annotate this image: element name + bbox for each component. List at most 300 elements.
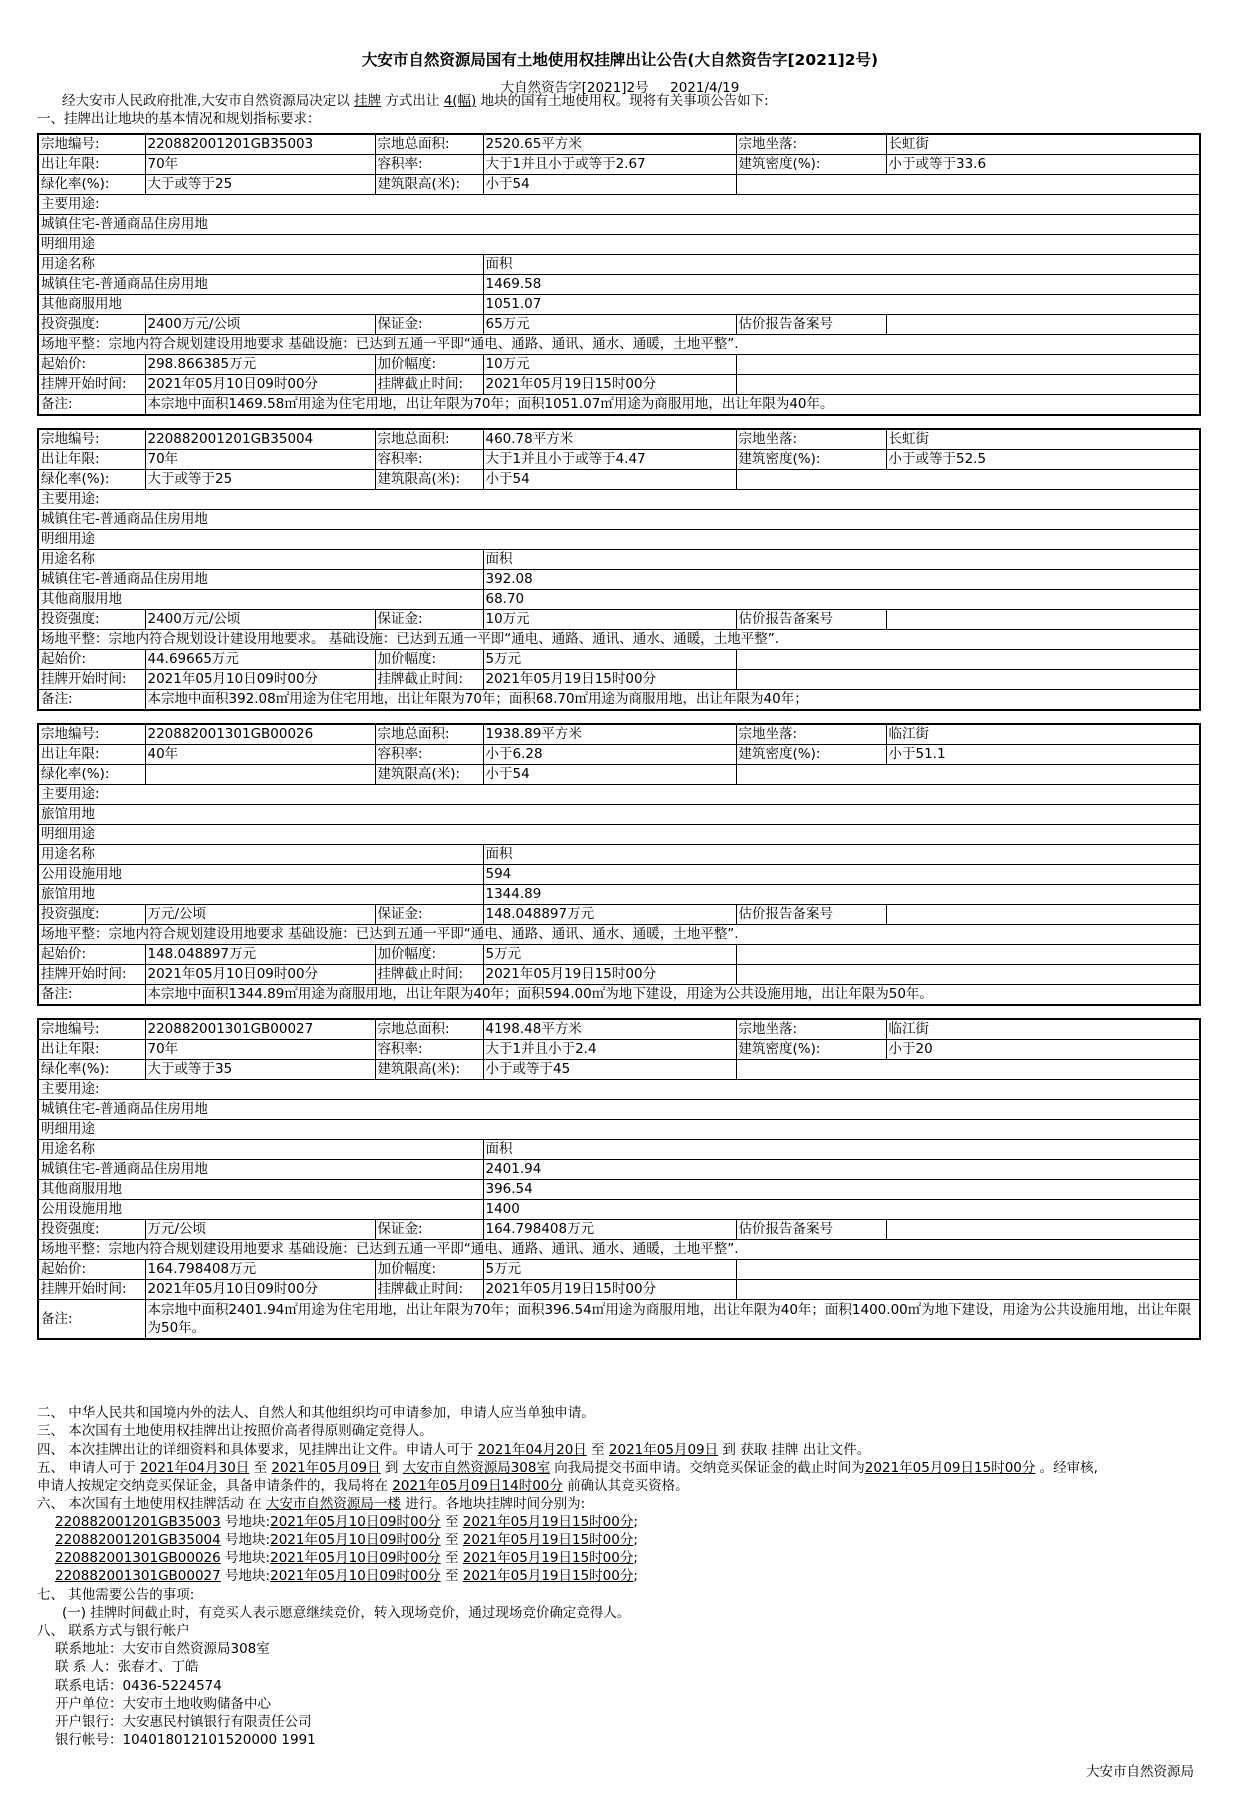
label-cell: 面积 xyxy=(483,550,1200,570)
empty-cell xyxy=(736,765,1200,785)
table-row xyxy=(38,215,1200,235)
parcel-increment: 5万元 xyxy=(483,650,736,670)
parcel-site-condition: 场地平整：宗地内符合规划设计建设用地要求。 基础设施：已达到五通一平即“通电、通路、通讯、通水、通暖，土地平整”. xyxy=(38,630,1200,650)
parcel-increment: 5万元 xyxy=(483,945,736,965)
label-cell: 挂牌截止时间: xyxy=(375,670,483,690)
label-cell: 宗地总面积: xyxy=(375,429,483,450)
s6-tail: 进行。各地块挂牌时间分别为: xyxy=(405,1496,586,1512)
use-name: 其他商服用地 xyxy=(38,590,483,610)
s4-to: 至 xyxy=(591,1442,605,1458)
parcel-deposit: 65万元 xyxy=(483,315,736,335)
table-row xyxy=(38,315,1200,335)
parcel-deposit: 10万元 xyxy=(483,610,736,630)
use-area: 68.70 xyxy=(483,590,1200,610)
use-area: 1400 xyxy=(483,1200,1200,1220)
use-name: 其他商服用地 xyxy=(38,295,483,315)
parcel-end-time: 2021年05月19日15时00分 xyxy=(483,375,736,395)
label-cell: 投资强度: xyxy=(38,315,145,335)
parcel-site-condition: 场地平整：宗地内符合规划建设用地要求 基础设施：已达到五通一平即“通电、通路、通讯、通水、通暖，土地平整”. xyxy=(38,925,1200,945)
table-row xyxy=(38,175,1200,195)
parcel-green xyxy=(145,765,375,785)
label-cell: 挂牌开始时间: xyxy=(38,670,145,690)
label-cell: 建筑密度(%): xyxy=(736,745,886,765)
parcel-far: 小于6.28 xyxy=(483,745,736,765)
schedule-end: 2021年05月19日15时00分 xyxy=(462,1568,634,1584)
parcel-area: 1938.89平方米 xyxy=(483,724,736,745)
parcel-area: 2520.65平方米 xyxy=(483,134,736,155)
table-row xyxy=(38,1120,1200,1140)
table-row xyxy=(38,1019,1200,1040)
s5-at: 到 xyxy=(384,1460,399,1476)
table-row xyxy=(38,925,1200,945)
label-cell: 宗地编号: xyxy=(38,1019,145,1040)
contact-bank: 开户银行：大安惠民村镇银行有限责任公司 xyxy=(55,1714,312,1730)
intro-count: 4(幅) xyxy=(443,93,477,109)
label-cell: 保证金: xyxy=(375,905,483,925)
parcel-increment: 5万元 xyxy=(483,1260,736,1280)
label-cell: 明细用途 xyxy=(38,825,1200,845)
empty-cell xyxy=(736,470,1200,490)
s5-confirm-time: 2021年05月09日14时00分 xyxy=(392,1478,563,1494)
schedule-start: 2021年05月10日09时00分 xyxy=(270,1532,441,1548)
s5-date-2: 2021年05月09日 xyxy=(271,1460,381,1476)
parcel-density: 小于或等于33.6 xyxy=(886,155,1200,175)
label-cell: 宗地坐落: xyxy=(736,429,886,450)
parcel-far: 大于1并且小于或等于2.67 xyxy=(483,155,736,175)
empty-cell xyxy=(736,945,1200,965)
label-cell: 投资强度: xyxy=(38,1220,145,1240)
label-cell: 明细用途 xyxy=(38,530,1200,550)
parcel-main-use: 城镇住宅-普通商品住房用地 xyxy=(38,510,1200,530)
s5-text-2: 向我局提交书面申请。交纳竞买保证金的截止时间为 xyxy=(554,1460,865,1476)
empty-cell xyxy=(736,965,1200,985)
table-row xyxy=(38,905,1200,925)
schedule-end: 2021年05月19日15时00分 xyxy=(462,1514,634,1530)
parcel-main-use: 城镇住宅-普通商品住房用地 xyxy=(38,1100,1200,1120)
label-cell: 建筑密度(%): xyxy=(736,450,886,470)
label-cell: 加价幅度: xyxy=(375,1260,483,1280)
schedule-item xyxy=(55,1531,638,1549)
parcel-table xyxy=(37,428,1201,711)
table-row xyxy=(38,395,1200,416)
parcel-start-time: 2021年05月10日09时00分 xyxy=(145,670,375,690)
label-cell: 备注: xyxy=(38,690,145,711)
parcel-invest: 万元/公顷 xyxy=(145,905,375,925)
parcel-term: 40年 xyxy=(145,745,375,765)
parcel-start-price: 298.866385万元 xyxy=(145,355,375,375)
s5-deadline: 2021年05月09日15时00分 xyxy=(864,1460,1036,1476)
label-cell: 绿化率(%): xyxy=(38,1060,145,1080)
table-row xyxy=(38,1160,1200,1180)
use-area: 1344.89 xyxy=(483,885,1200,905)
page-title: 大安市自然资源局国有土地使用权挂牌出让公告(大自然资告字[2021]2号) xyxy=(361,51,879,69)
parcel-site-condition: 场地平整：宗地内符合规划建设用地要求 基础设施：已达到五通一平即“通电、通路、通讯、通水、通暖，土地平整”. xyxy=(38,335,1200,355)
parcel-no: 220882001301GB00026 xyxy=(145,724,375,745)
section-7-item-1: (一) 挂牌时间截止时，有竞买人表示愿意继续竞价，转入现场竞价，通过现场竞价确定竞得人。 xyxy=(62,1605,631,1621)
table-row xyxy=(38,825,1200,845)
parcel-no: 220882001201GB35003 xyxy=(145,134,375,155)
use-area: 392.08 xyxy=(483,570,1200,590)
label-cell: 起始价: xyxy=(38,1260,145,1280)
parcel-area: 460.78平方米 xyxy=(483,429,736,450)
parcel-deposit: 148.048897万元 xyxy=(483,905,736,925)
section-5 xyxy=(37,1459,1098,1477)
intro-text-2: 方式出让 xyxy=(385,93,440,109)
section-4 xyxy=(37,1441,870,1459)
label-cell: 估价报告备案号 xyxy=(736,315,886,335)
parcel-far: 大于1并且小于或等于4.47 xyxy=(483,450,736,470)
table-row xyxy=(38,1040,1200,1060)
use-name: 其他商服用地 xyxy=(38,1180,483,1200)
label-cell: 建筑限高(米): xyxy=(375,470,483,490)
label-cell: 出让年限: xyxy=(38,1040,145,1060)
parcel-green: 大于或等于35 xyxy=(145,1060,375,1080)
empty-cell xyxy=(736,1280,1200,1300)
schedule-to: 至 xyxy=(444,1532,459,1548)
parcel-no: 220882001201GB35004 xyxy=(145,429,375,450)
schedule-start: 2021年05月10日09时00分 xyxy=(270,1514,441,1530)
s4-date-2: 2021年05月09日 xyxy=(608,1442,719,1458)
label-cell: 宗地总面积: xyxy=(375,1019,483,1040)
table-row xyxy=(38,865,1200,885)
parcel-start-time: 2021年05月10日09时00分 xyxy=(145,375,375,395)
table-row xyxy=(38,1080,1200,1100)
parcel-remark: 本宗地中面积1469.58㎡用途为住宅用地，出让年限为70年；面积1051.07㎡用途为商服用地，出让年限为40年。 xyxy=(145,395,1200,416)
s5-to: 至 xyxy=(253,1460,268,1476)
label-cell: 挂牌截止时间: xyxy=(375,1280,483,1300)
parcel-term: 70年 xyxy=(145,1040,375,1060)
schedule-parcel-no: 220882001201GB35003 xyxy=(55,1514,221,1530)
parcel-start-price: 164.798408万元 xyxy=(145,1260,375,1280)
table-row xyxy=(38,965,1200,985)
label-cell: 备注: xyxy=(38,1300,145,1340)
table-row xyxy=(38,550,1200,570)
label-cell: 投资强度: xyxy=(38,905,145,925)
label-cell: 出让年限: xyxy=(38,155,145,175)
contact-address: 联系地址：大安市自然资源局308室 xyxy=(55,1641,270,1657)
schedule-parcel-no: 220882001301GB00027 xyxy=(55,1568,221,1584)
table-row xyxy=(38,590,1200,610)
intro-text-3: 地块的国有土地使用权。现将有关事项公告如下: xyxy=(480,93,769,109)
label-cell: 面积 xyxy=(483,255,1200,275)
label-cell: 宗地坐落: xyxy=(736,134,886,155)
table-row xyxy=(38,375,1200,395)
s5-line2-tail: 前确认其竞买资格。 xyxy=(567,1478,689,1494)
s5-line2-text: 申请人按规定交纳竞买保证金，具备申请条件的，我局将在 xyxy=(37,1478,388,1494)
parcel-location: 临江街 xyxy=(886,724,1200,745)
parcel-green: 大于或等于25 xyxy=(145,470,375,490)
empty-cell xyxy=(886,1220,1200,1240)
label-cell: 出让年限: xyxy=(38,745,145,765)
label-cell: 明细用途 xyxy=(38,235,1200,255)
label-cell: 建筑限高(米): xyxy=(375,765,483,785)
schedule-item xyxy=(55,1513,638,1531)
label-cell: 建筑密度(%): xyxy=(736,155,886,175)
parcel-location: 临江街 xyxy=(886,1019,1200,1040)
parcel-start-price: 148.048897万元 xyxy=(145,945,375,965)
table-row xyxy=(38,510,1200,530)
table-row xyxy=(38,134,1200,155)
label-cell: 宗地总面积: xyxy=(375,724,483,745)
parcel-term: 70年 xyxy=(145,450,375,470)
label-cell: 建筑限高(米): xyxy=(375,175,483,195)
label-cell: 估价报告备案号 xyxy=(736,905,886,925)
table-row xyxy=(38,945,1200,965)
schedule-punct: ; xyxy=(633,1514,638,1530)
table-row xyxy=(38,610,1200,630)
s5-text-3: 。经审核, xyxy=(1039,1460,1098,1476)
use-area: 1469.58 xyxy=(483,275,1200,295)
label-cell: 保证金: xyxy=(375,610,483,630)
label-cell: 挂牌开始时间: xyxy=(38,965,145,985)
schedule-to: 至 xyxy=(444,1568,459,1584)
schedule-to: 至 xyxy=(444,1550,459,1566)
table-row xyxy=(38,724,1200,745)
label-cell: 宗地总面积: xyxy=(375,134,483,155)
section-8: 八、 联系方式与银行帐户 xyxy=(37,1623,190,1639)
empty-cell xyxy=(736,375,1200,395)
schedule-punct: ; xyxy=(633,1550,638,1566)
doc-date: 2021/4/19 xyxy=(670,80,740,96)
schedule-suffix: 号地块: xyxy=(225,1568,271,1584)
table-row xyxy=(38,335,1200,355)
schedule-suffix: 号地块: xyxy=(225,1550,271,1566)
intro-method: 挂牌 xyxy=(354,93,382,109)
table-row xyxy=(38,450,1200,470)
schedule-item xyxy=(55,1567,638,1585)
parcel-start-time: 2021年05月10日09时00分 xyxy=(145,1280,375,1300)
schedule-punct: ; xyxy=(633,1532,638,1548)
schedule-punct: ; xyxy=(633,1568,638,1584)
use-name: 城镇住宅-普通商品住房用地 xyxy=(38,570,483,590)
label-cell: 加价幅度: xyxy=(375,355,483,375)
parcel-green: 大于或等于25 xyxy=(145,175,375,195)
parcel-density: 小于20 xyxy=(886,1040,1200,1060)
parcel-no: 220882001301GB00027 xyxy=(145,1019,375,1040)
table-row xyxy=(38,195,1200,215)
label-cell: 起始价: xyxy=(38,650,145,670)
section-6 xyxy=(37,1495,585,1513)
section-1-heading: 一、挂牌出让地块的基本情况和规划指标要求： xyxy=(37,111,321,127)
table-row xyxy=(38,275,1200,295)
parcel-remark: 本宗地中面积2401.94㎡用途为住宅用地，出让年限为70年；面积396.54㎡用途为商服用地，出让年限为40年；面积1400.00㎡为地下建设，用途为公共设施用地，出让年限为50年。 xyxy=(145,1300,1200,1340)
parcel-density: 小于51.1 xyxy=(886,745,1200,765)
label-cell: 面积 xyxy=(483,1140,1200,1160)
empty-cell xyxy=(736,670,1200,690)
contact-person: 联 系 人：张春才、丁皓 xyxy=(55,1659,199,1675)
parcel-location: 长虹街 xyxy=(886,134,1200,155)
table-row xyxy=(38,745,1200,765)
section-3: 三、 本次国有土地使用权挂牌出让按照价高者得原则确定竞得人。 xyxy=(37,1423,433,1439)
parcel-table xyxy=(37,1018,1201,1340)
label-cell: 宗地编号: xyxy=(38,724,145,745)
table-row xyxy=(38,355,1200,375)
label-cell: 绿化率(%): xyxy=(38,470,145,490)
label-cell: 出让年限: xyxy=(38,450,145,470)
parcel-invest: 2400万元/公顷 xyxy=(145,610,375,630)
label-cell: 建筑密度(%): xyxy=(736,1040,886,1060)
label-cell: 容积率: xyxy=(375,745,483,765)
schedule-item xyxy=(55,1549,638,1567)
s4-date-1: 2021年04月20日 xyxy=(477,1442,587,1458)
parcel-remark: 本宗地中面积1344.89㎡用途为商服用地，出让年限为40年；面积594.00㎡为地下建设，用途为公共设施用地，出让年限为50年。 xyxy=(145,985,1200,1006)
table-row xyxy=(38,255,1200,275)
label-cell: 加价幅度: xyxy=(375,945,483,965)
parcel-invest: 2400万元/公顷 xyxy=(145,315,375,335)
schedule-parcel-no: 220882001201GB35004 xyxy=(55,1532,221,1548)
table-row xyxy=(38,1300,1200,1340)
section-5-line-2 xyxy=(37,1477,689,1495)
contact-account: 银行帐号：104018012101520000 1991 xyxy=(55,1732,316,1748)
empty-cell xyxy=(736,1060,1200,1080)
parcel-height: 小于54 xyxy=(483,175,736,195)
use-name: 公用设施用地 xyxy=(38,1200,483,1220)
table-row xyxy=(38,690,1200,711)
table-row xyxy=(38,530,1200,550)
intro-paragraph xyxy=(62,92,769,110)
table-row xyxy=(38,295,1200,315)
label-cell: 挂牌开始时间: xyxy=(38,375,145,395)
doc-number: 大自然资告字[2021]2号 xyxy=(500,80,649,96)
intro-text-1: 经大安市人民政府批准,大安市自然资源局决定以 xyxy=(62,93,350,109)
label-cell: 挂牌开始时间: xyxy=(38,1280,145,1300)
table-row xyxy=(38,630,1200,650)
table-row xyxy=(38,235,1200,255)
contact-unit: 开户单位：大安市土地收购储备中心 xyxy=(55,1696,271,1712)
table-row xyxy=(38,765,1200,785)
parcel-table xyxy=(37,133,1201,416)
label-cell: 宗地编号: xyxy=(38,429,145,450)
label-cell: 容积率: xyxy=(375,450,483,470)
parcel-location: 长虹街 xyxy=(886,429,1200,450)
table-row xyxy=(38,885,1200,905)
table-row xyxy=(38,1260,1200,1280)
label-cell: 加价幅度: xyxy=(375,650,483,670)
label-cell: 用途名称 xyxy=(38,1140,483,1160)
parcel-end-time: 2021年05月19日15时00分 xyxy=(483,965,736,985)
parcel-deposit: 164.798408万元 xyxy=(483,1220,736,1240)
label-cell: 挂牌截止时间: xyxy=(375,375,483,395)
label-cell: 用途名称 xyxy=(38,255,483,275)
section-7: 七、 其他需要公告的事项: xyxy=(37,1587,195,1603)
label-cell: 主要用途: xyxy=(38,195,1200,215)
use-name: 城镇住宅-普通商品住房用地 xyxy=(38,275,483,295)
table-row xyxy=(38,785,1200,805)
label-cell: 主要用途: xyxy=(38,785,1200,805)
table-row xyxy=(38,1060,1200,1080)
label-cell: 保证金: xyxy=(375,315,483,335)
table-row xyxy=(38,650,1200,670)
empty-cell xyxy=(736,175,1200,195)
parcel-height: 小于或等于45 xyxy=(483,1060,736,1080)
schedule-end: 2021年05月19日15时00分 xyxy=(462,1550,634,1566)
label-cell: 用途名称 xyxy=(38,550,483,570)
table-row xyxy=(38,429,1200,450)
label-cell: 主要用途: xyxy=(38,1080,1200,1100)
empty-cell xyxy=(736,355,1200,375)
label-cell: 保证金: xyxy=(375,1220,483,1240)
table-row xyxy=(38,670,1200,690)
s6-place: 大安市自然资源局一楼 xyxy=(265,1496,401,1512)
label-cell: 起始价: xyxy=(38,945,145,965)
label-cell: 备注: xyxy=(38,985,145,1006)
empty-cell xyxy=(736,1260,1200,1280)
table-row xyxy=(38,570,1200,590)
label-cell: 宗地坐落: xyxy=(736,1019,886,1040)
table-row xyxy=(38,490,1200,510)
label-cell: 容积率: xyxy=(375,1040,483,1060)
schedule-start: 2021年05月10日09时00分 xyxy=(270,1568,441,1584)
use-area: 1051.07 xyxy=(483,295,1200,315)
parcel-far: 大于1并且小于2.4 xyxy=(483,1040,736,1060)
label-cell: 估价报告备案号 xyxy=(736,1220,886,1240)
use-area: 2401.94 xyxy=(483,1160,1200,1180)
label-cell: 宗地坐落: xyxy=(736,724,886,745)
parcel-main-use: 城镇住宅-普通商品住房用地 xyxy=(38,215,1200,235)
contact-phone: 联系电话：0436-5224574 xyxy=(55,1678,222,1694)
label-cell: 起始价: xyxy=(38,355,145,375)
label-cell: 建筑限高(米): xyxy=(375,1060,483,1080)
empty-cell xyxy=(886,315,1200,335)
s4-tail: 到 获取 挂牌 出让文件。 xyxy=(722,1442,871,1458)
parcel-invest: 万元/公顷 xyxy=(145,1220,375,1240)
parcel-end-time: 2021年05月19日15时00分 xyxy=(483,1280,736,1300)
s5-place: 大安市自然资源局308室 xyxy=(402,1460,550,1476)
parcel-height: 小于54 xyxy=(483,765,736,785)
label-cell: 宗地编号: xyxy=(38,134,145,155)
parcel-increment: 10万元 xyxy=(483,355,736,375)
use-area: 396.54 xyxy=(483,1180,1200,1200)
label-cell: 估价报告备案号 xyxy=(736,610,886,630)
section-2: 二、 中华人民共和国境内外的法人、自然人和其他组织均可申请参加，申请人应当单独申请。 xyxy=(37,1405,595,1421)
use-name: 公用设施用地 xyxy=(38,865,483,885)
schedule-suffix: 号地块: xyxy=(225,1514,271,1530)
schedule-suffix: 号地块: xyxy=(225,1532,271,1548)
table-row xyxy=(38,1200,1200,1220)
label-cell: 主要用途: xyxy=(38,490,1200,510)
use-name: 旅馆用地 xyxy=(38,885,483,905)
table-row xyxy=(38,1140,1200,1160)
label-cell: 备注: xyxy=(38,395,145,416)
schedule-start: 2021年05月10日09时00分 xyxy=(270,1550,441,1566)
parcel-end-time: 2021年05月19日15时00分 xyxy=(483,670,736,690)
schedule-to: 至 xyxy=(444,1514,459,1530)
table-row xyxy=(38,1280,1200,1300)
label-cell: 绿化率(%): xyxy=(38,765,145,785)
table-row xyxy=(38,985,1200,1006)
parcel-area: 4198.48平方米 xyxy=(483,1019,736,1040)
table-row xyxy=(38,470,1200,490)
label-cell: 挂牌截止时间: xyxy=(375,965,483,985)
table-row xyxy=(38,155,1200,175)
parcel-density: 小于或等于52.5 xyxy=(886,450,1200,470)
parcel-remark: 本宗地中面积392.08㎡用途为住宅用地，出让年限为70年；面积68.70㎡用途为商服用地，出让年限为40年； xyxy=(145,690,1200,711)
parcel-table xyxy=(37,723,1201,1006)
empty-cell xyxy=(886,905,1200,925)
use-area: 594 xyxy=(483,865,1200,885)
s6-text: 六、 本次国有土地使用权挂牌活动 在 xyxy=(37,1496,262,1512)
parcel-start-time: 2021年05月10日09时00分 xyxy=(145,965,375,985)
empty-cell xyxy=(736,650,1200,670)
signature: 大安市自然资源局 xyxy=(1086,1764,1194,1780)
table-row xyxy=(38,1100,1200,1120)
label-cell: 明细用途 xyxy=(38,1120,1200,1140)
use-name: 城镇住宅-普通商品住房用地 xyxy=(38,1160,483,1180)
parcel-term: 70年 xyxy=(145,155,375,175)
table-row xyxy=(38,1240,1200,1260)
parcel-height: 小于54 xyxy=(483,470,736,490)
empty-cell xyxy=(886,610,1200,630)
